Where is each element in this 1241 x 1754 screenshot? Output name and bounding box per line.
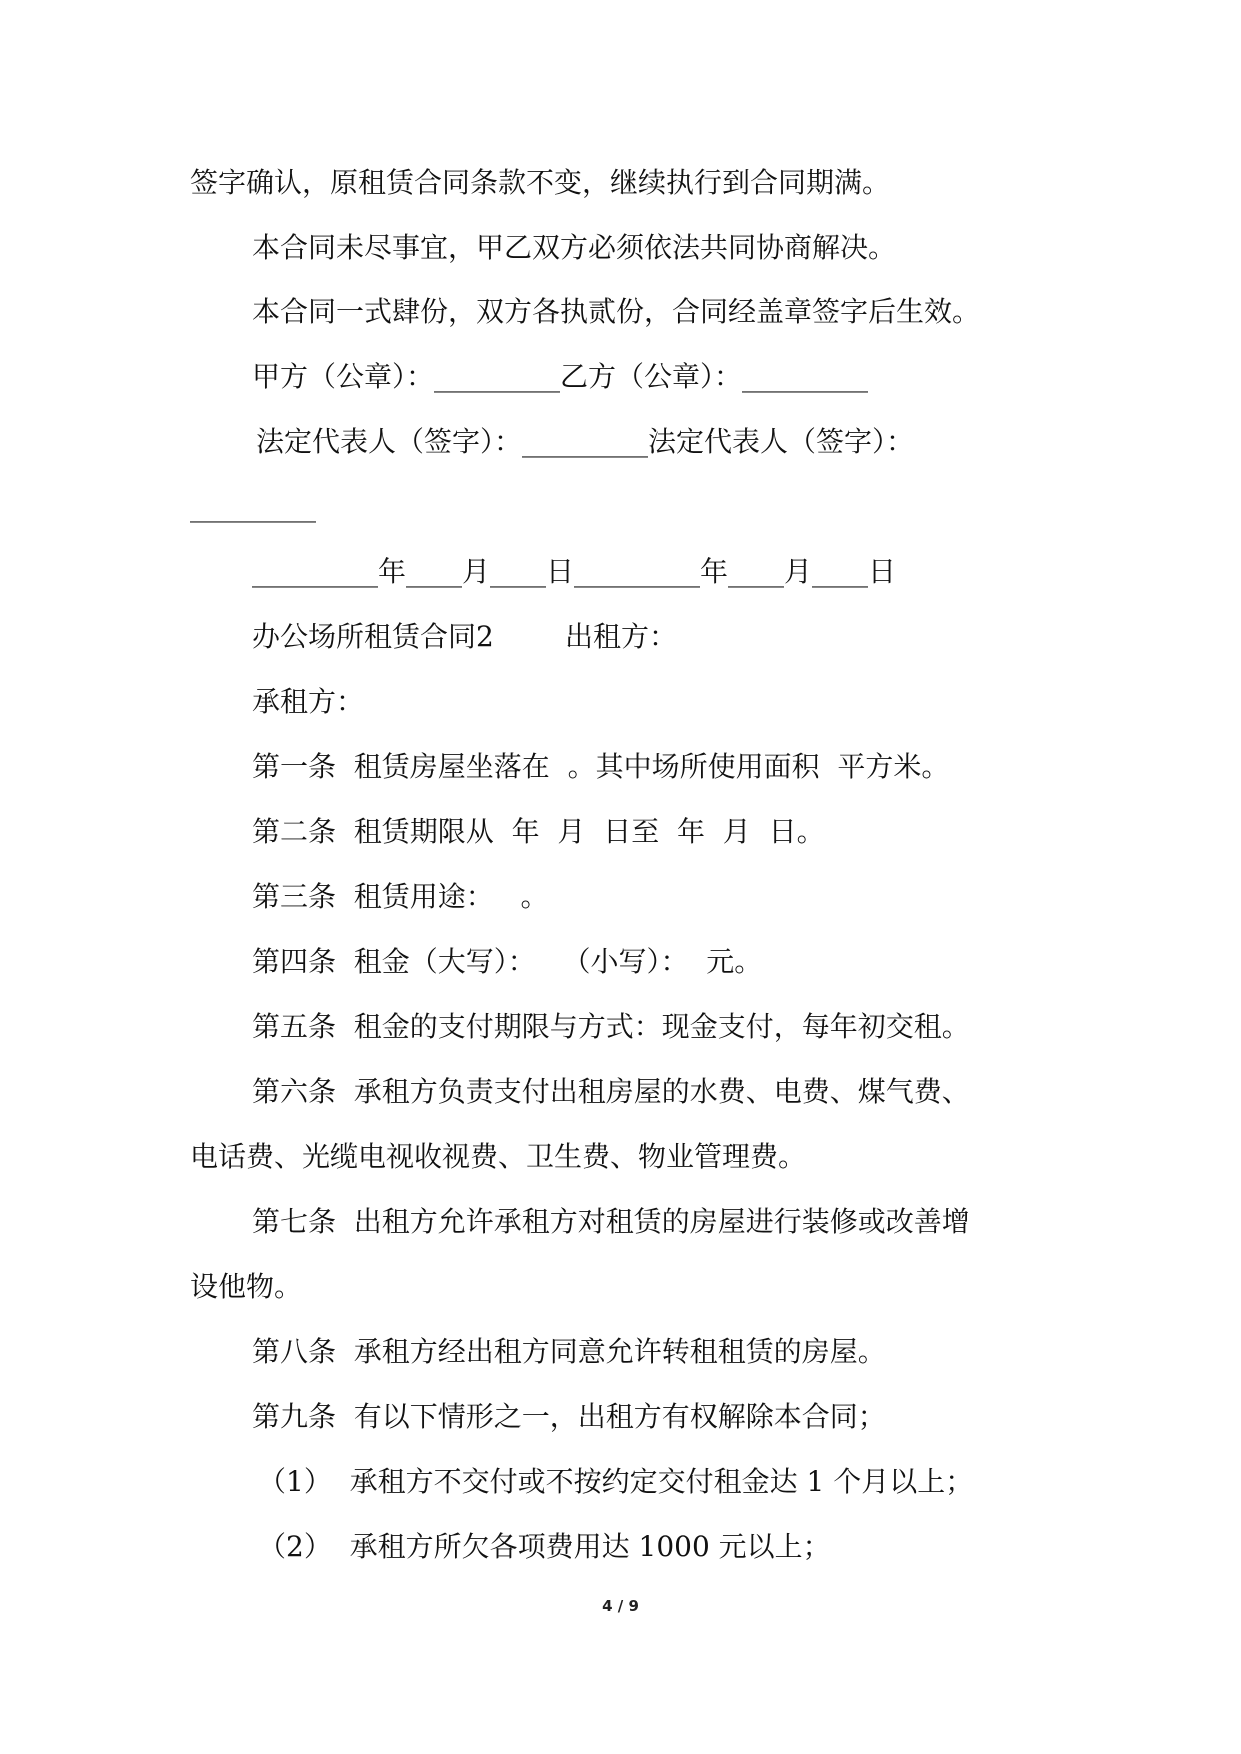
clause-line: 第四条 租金（大写）： （小写）： 元。: [252, 945, 763, 978]
date-line: _________年____月____日_________年____月____日: [252, 555, 897, 588]
clause-line: 第六条 承租方负责支付出租房屋的水费、电费、煤气费、: [252, 1075, 970, 1108]
clause-line: 第二条 租赁期限从 年 月 日至 年 月 日。: [252, 815, 825, 848]
text-line: 本合同未尽事宜，甲乙双方必须依法共同协商解决。: [252, 231, 897, 264]
text-line: 本合同一式肆份，双方各执贰份，合同经盖章签字后生效。: [252, 295, 981, 328]
clause-line: 第一条 租赁房屋坐落在 。其中场所使用面积 平方米。: [252, 750, 950, 783]
text-line: 承租方：: [252, 685, 365, 718]
clause-line: 第五条 租金的支付期限与方式：现金支付，每年初交租。: [252, 1010, 970, 1043]
clause-line: 第九条 有以下情形之一，出租方有权解除本合同；: [252, 1400, 886, 1433]
signature-line: 甲方（公章）：_________乙方（公章）：_________: [252, 360, 869, 393]
list-item: （1） 承租方不交付或不按约定交付租金达 1 个月以上；: [258, 1465, 974, 1498]
section-title: 办公场所租赁合同2 出租方：: [252, 620, 678, 653]
page-number: 4 / 9: [602, 1597, 639, 1615]
text-line: 签字确认，原租赁合同条款不变，继续执行到合同期满。: [190, 166, 891, 199]
clause-line: 第三条 租赁用途： 。: [252, 880, 549, 913]
signature-line: _________: [190, 490, 316, 523]
list-item: （2） 承租方所欠各项费用达 1000 元以上；: [258, 1530, 831, 1563]
clause-line: 第七条 出租方允许承租方对租赁的房屋进行装修或改善增: [252, 1205, 970, 1238]
clause-line: 设他物。: [190, 1270, 303, 1303]
clause-line: 电话费、光缆电视收视费、卫生费、物业管理费。: [190, 1140, 807, 1173]
signature-line: 法定代表人（签字）：_________法定代表人（签字）：: [256, 425, 915, 458]
clause-line: 第八条 承租方经出租方同意允许转租租赁的房屋。: [252, 1335, 886, 1368]
